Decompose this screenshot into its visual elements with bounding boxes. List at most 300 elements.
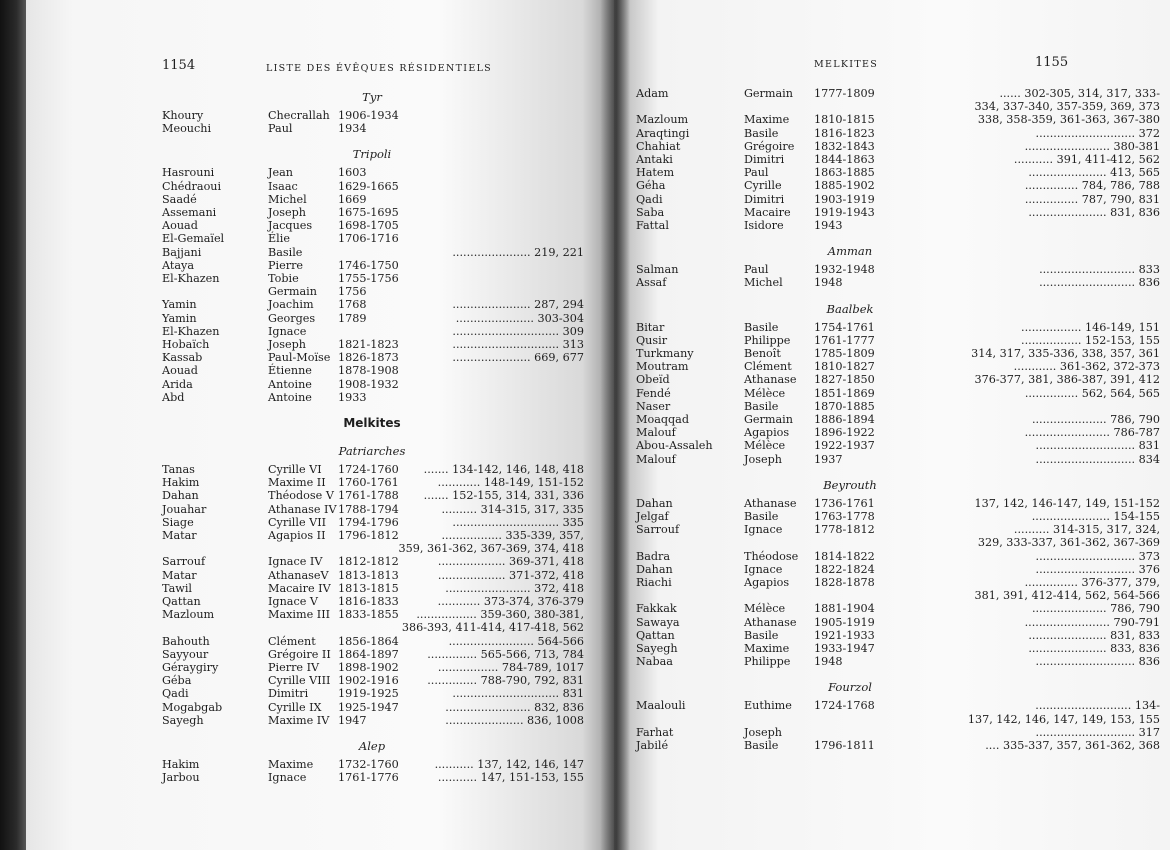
dates: 1896-1922: [814, 426, 875, 440]
dates: 1832-1843: [814, 139, 875, 153]
surname: Ataya: [162, 258, 195, 272]
given-name: Antoine: [268, 390, 312, 404]
surname: Jabilé: [636, 739, 669, 752]
dates: 1810-1827: [814, 360, 875, 374]
dates: 1844-1863: [814, 153, 875, 166]
dates: 1732-1760: [338, 758, 399, 771]
surname: Fattal: [636, 219, 669, 232]
dates: 1878-1908: [338, 364, 399, 378]
dates: 1698-1705: [338, 219, 399, 233]
dates: 1706-1716: [338, 232, 399, 246]
page-references: ........................ 786-787: [1024, 426, 1160, 440]
surname: Antaki: [636, 153, 673, 166]
surname: Géha: [636, 179, 666, 193]
given-name: Paul-Moïse: [268, 351, 331, 365]
given-name: Cyrille IX: [268, 700, 322, 714]
surname: Yamin: [162, 311, 197, 325]
given-name: Pierre: [268, 258, 304, 272]
page-references-continued: 137, 142, 146, 147, 149, 153, 155: [967, 712, 1160, 726]
section-heading: Tripoli: [352, 147, 392, 162]
page-references: ............................ 373: [1035, 549, 1160, 563]
surname: Assaf: [636, 276, 667, 290]
dates: 1933-1947: [814, 642, 875, 655]
surname: Mogabgab: [162, 700, 223, 714]
given-name: Athanase IV: [268, 502, 337, 516]
page-references: ............ 148-149, 151-152: [437, 476, 584, 490]
page-references-continued: 329, 333-337, 361-362, 367-369: [977, 536, 1160, 550]
given-name: Basile: [744, 320, 779, 334]
page-references: ................... 369-371, 418: [437, 555, 584, 569]
given-name: Ignace IV: [268, 555, 323, 569]
dates: 1934: [338, 122, 367, 136]
dates: 1629-1665: [338, 179, 399, 193]
dates: 1937: [814, 452, 843, 466]
page-number: 1155: [1035, 55, 1069, 70]
dates: 1864-1897: [338, 647, 399, 661]
given-name: Isaac: [268, 179, 298, 193]
page-references: ................... 371-372, 418: [437, 568, 584, 582]
dates: 1755-1756: [338, 272, 399, 285]
surname: Adam: [636, 87, 669, 100]
dates: 1816-1823: [814, 126, 875, 140]
dates: 1921-1933: [814, 628, 875, 642]
page-references: ............................ 836: [1035, 655, 1160, 669]
surname: Maalouli: [636, 699, 686, 713]
given-name: Athanase: [744, 496, 797, 510]
dates: 1922-1937: [814, 439, 875, 453]
surname: Siage: [162, 515, 194, 529]
page-references: ................. 359-360, 380-381,: [416, 608, 584, 622]
surname: Abd: [162, 390, 185, 404]
given-name: Basile: [268, 245, 303, 259]
given-name: Maxime: [744, 642, 790, 655]
given-name: Basile: [744, 399, 779, 413]
running-head: LISTE DES ÉVÊQUES RÉSIDENTIELS: [266, 63, 492, 74]
page-references-continued: 334, 337-340, 357-359, 369, 373: [974, 100, 1160, 114]
running-head: MELKITES: [814, 59, 878, 70]
surname: Sayegh: [162, 713, 204, 727]
page-references: .............. 788-790, 792, 831: [427, 674, 584, 688]
dates: 1822-1824: [814, 562, 875, 576]
page-references: 314, 317, 335-336, 338, 357, 361: [971, 347, 1160, 360]
surname: Sarrouf: [636, 523, 680, 537]
given-name: Théodose: [744, 549, 799, 563]
given-name: Ignace: [268, 771, 307, 785]
page-number: 1154: [162, 58, 196, 73]
page-references: 338, 358-359, 361-363, 367-380: [977, 113, 1160, 127]
surname: Saba: [636, 205, 665, 219]
page-references: ...................... 303-304: [455, 311, 584, 325]
given-name: Ignace: [744, 562, 783, 576]
dates: 1870-1885: [814, 399, 875, 413]
page-references: ..................... 786, 790: [1031, 602, 1160, 616]
given-name: Maxime: [268, 758, 314, 771]
given-name: Maxime: [744, 113, 790, 127]
given-name: Agapios: [744, 426, 790, 440]
given-name: Checrallah: [268, 109, 330, 122]
surname: Abou-Assaleh: [636, 439, 713, 453]
surname: Matar: [162, 529, 197, 542]
page-references: ....... 152-155, 314, 331, 336: [423, 489, 584, 503]
surname: Sayegh: [636, 642, 678, 655]
given-name: AthanaseV: [268, 568, 329, 582]
given-name: Basile: [744, 628, 779, 642]
surname: Fakkak: [636, 602, 677, 616]
surname: Badra: [636, 549, 671, 563]
page-references: 376-377, 381, 386-387, 391, 412: [974, 373, 1160, 387]
given-name: Grégoire II: [268, 647, 331, 661]
page-references: ............ 361-362, 372-373: [1013, 360, 1160, 374]
surname: Aouad: [162, 364, 198, 378]
given-name: Mélèce: [744, 602, 786, 616]
page-references: ............... 562, 564, 565: [1024, 386, 1160, 400]
dates: 1826-1873: [338, 351, 399, 365]
given-name: Maxime IV: [268, 713, 330, 727]
page-references: .............................. 309: [452, 324, 584, 338]
page-references: .............................. 831: [452, 687, 584, 701]
dates: 1906-1934: [338, 109, 399, 122]
given-name: Étienne: [268, 364, 312, 378]
page-references: ................. 152-153, 155: [1021, 333, 1160, 347]
surname: Turkmany: [636, 347, 694, 360]
dates: 1828-1878: [814, 576, 875, 589]
surname: El-Khazen: [162, 324, 220, 338]
dates: 1746-1750: [338, 258, 399, 272]
surname: Malouf: [636, 426, 676, 440]
dates: 1777-1809: [814, 87, 875, 100]
surname: Salman: [636, 263, 679, 277]
surname: Jelgaf: [636, 510, 669, 523]
given-name: Isidore: [744, 219, 784, 232]
given-name: Basile: [744, 739, 779, 752]
given-name: Clément: [744, 360, 792, 374]
page-references: ...................... 669, 677: [452, 351, 584, 365]
page-references: .............................. 313: [452, 338, 584, 351]
given-name: Ignace: [268, 324, 307, 338]
dates: 1756: [338, 285, 367, 299]
surname: Naser: [636, 399, 671, 413]
page-references: ................. 784-789, 1017: [437, 661, 584, 674]
dates: 1908-1932: [338, 377, 399, 391]
page-references: ...................... 833, 836: [1028, 642, 1160, 655]
surname: Dahan: [636, 496, 673, 510]
dates: 1813-1813: [338, 568, 399, 582]
section-heading: Amman: [827, 244, 873, 259]
surname: Qusir: [636, 333, 668, 347]
given-name: Cyrille VI: [268, 463, 322, 476]
dates: 1669: [338, 192, 367, 206]
dates: 1881-1904: [814, 602, 875, 616]
surname: El-Gemaïel: [162, 232, 225, 246]
surname: Sawaya: [636, 615, 680, 629]
given-name: Cyrille VIII: [268, 674, 331, 688]
given-name: Jacques: [268, 219, 313, 233]
section-heading: Beyrouth: [823, 477, 877, 492]
dates: 1736-1761: [814, 496, 875, 510]
page-references: ........................ 832, 836: [445, 700, 584, 714]
given-name: Macaire: [744, 205, 791, 219]
page-references: ...................... 413, 565: [1028, 166, 1160, 180]
page-references: ........... 391, 411-412, 562: [1013, 153, 1160, 166]
page-references: ................. 146-149, 151: [1021, 320, 1160, 334]
given-name: Benoît: [744, 347, 781, 360]
dates: 1827-1850: [814, 373, 875, 387]
given-name: Athanase: [744, 615, 797, 629]
page-references: ........................... 833: [1039, 263, 1160, 277]
page-references-continued: 386-393, 411-414, 417-418, 562: [401, 621, 584, 635]
surname: Malouf: [636, 452, 676, 466]
given-name: Basile: [744, 126, 779, 140]
given-name: Joseph: [744, 725, 782, 739]
dates: 1796-1812: [338, 529, 399, 542]
surname: Moutram: [636, 360, 689, 374]
given-name: Joseph: [268, 206, 306, 219]
section-heading: Baalbek: [826, 301, 874, 316]
surname: Hakim: [162, 476, 200, 490]
given-name: Mélèce: [744, 386, 786, 400]
given-name: Germain: [744, 87, 793, 100]
given-name: Macaire IV: [268, 581, 331, 595]
right-page: [614, 0, 1170, 850]
surname: Hobaïch: [162, 338, 210, 351]
page-references: ...................... 831, 836: [1028, 205, 1160, 219]
page-references: .............................. 335: [452, 515, 584, 529]
page-references: ........................ 380-381: [1024, 139, 1160, 153]
surname: Aouad: [162, 219, 198, 233]
given-name: Grégoire: [744, 139, 795, 153]
given-name: Dimitri: [268, 687, 309, 701]
page-references: ........................ 790-791: [1024, 615, 1160, 629]
given-name: Jean: [268, 166, 293, 180]
surname: Obeïd: [636, 373, 670, 387]
given-name: Cyrille VII: [268, 515, 327, 529]
left-page: [26, 0, 618, 850]
page-references: ....... 134-142, 146, 148, 418: [423, 463, 584, 476]
dates: 1812-1812: [338, 555, 399, 569]
dates: 1761-1777: [814, 333, 875, 347]
dates: 1885-1902: [814, 179, 875, 193]
surname: Qadi: [636, 192, 663, 206]
dates: 1768: [338, 298, 367, 312]
surname: Dahan: [162, 489, 199, 503]
given-name: Antoine: [268, 377, 312, 391]
dates: 1778-1812: [814, 523, 875, 537]
dates: 1754-1761: [814, 320, 875, 334]
dates: 1813-1815: [338, 581, 399, 595]
surname: Matar: [162, 568, 197, 582]
page-references: ............................ 831: [1035, 439, 1160, 453]
surname: Chédraoui: [162, 179, 222, 193]
dates: 1851-1869: [814, 386, 875, 400]
page-references: ............... 787, 790, 831: [1024, 192, 1160, 206]
section-heading: Fourzol: [828, 680, 872, 695]
dates: 1919-1943: [814, 205, 875, 219]
dates: 1925-1947: [338, 700, 399, 714]
dates: 1789: [338, 311, 367, 325]
page-references: ............................ 372: [1035, 126, 1160, 140]
surname: Farhat: [636, 725, 674, 739]
section-heading: Tyr: [362, 90, 382, 104]
surname: Tanas: [162, 463, 195, 476]
page-references: ............... 784, 786, 788: [1024, 179, 1160, 193]
given-name: Germain: [268, 285, 317, 299]
surname: Sayyour: [162, 647, 209, 661]
dates: 1833-1855: [338, 608, 399, 622]
surname: Bahouth: [162, 634, 210, 648]
surname: Qattan: [636, 628, 675, 642]
dates: 1761-1788: [338, 489, 399, 503]
surname: Mazloum: [636, 113, 689, 127]
dates: 1760-1761: [338, 476, 399, 490]
surname: Bitar: [636, 320, 665, 334]
dates: 1886-1894: [814, 413, 875, 426]
dates: 1814-1822: [814, 549, 875, 563]
given-name: Maxime II: [268, 476, 326, 490]
surname: Chahiat: [636, 139, 681, 153]
page-references: ..................... 786, 790: [1031, 413, 1160, 426]
dates: 1919-1925: [338, 687, 399, 701]
page-references: ...................... 287, 294: [452, 298, 584, 312]
given-name: Joseph: [744, 452, 782, 466]
page-references: ........................ 564-566: [448, 634, 584, 648]
given-name: Philippe: [744, 655, 791, 669]
page-references: ...... 302-305, 314, 317, 333-: [999, 87, 1160, 100]
given-name: Ignace: [744, 523, 783, 537]
dates: 1810-1815: [814, 113, 875, 127]
dates: 1933: [338, 390, 367, 404]
page-references: ........................... 134-: [1035, 699, 1160, 713]
surname: Nabaa: [636, 655, 673, 669]
dates: 1856-1864: [338, 634, 399, 648]
given-name: Michel: [744, 276, 783, 290]
surname: Hasrouni: [162, 166, 215, 180]
given-name: Joachim: [268, 298, 314, 312]
given-name: Germain: [744, 413, 793, 426]
surname: Hakim: [162, 758, 200, 771]
dates: 1905-1919: [814, 615, 875, 629]
dates: 1816-1833: [338, 595, 399, 608]
dates: 1794-1796: [338, 515, 399, 529]
surname: Tawil: [162, 581, 192, 595]
given-name: Maxime III: [268, 608, 331, 622]
surname: Jouahar: [162, 502, 207, 516]
given-name: Pierre IV: [268, 661, 320, 674]
given-name: Cyrille: [744, 179, 782, 193]
surname: Riachi: [636, 576, 672, 589]
given-name: Agapios: [744, 576, 790, 589]
given-name: Joseph: [268, 338, 306, 351]
given-name: Paul: [744, 263, 769, 277]
surname: Jarbou: [162, 771, 200, 785]
surname: Mazloum: [162, 608, 215, 622]
given-name: Georges: [268, 311, 316, 325]
dates: 1947: [338, 713, 367, 727]
page-references: ............................ 376: [1035, 562, 1160, 576]
page-references: ........................... 836: [1039, 276, 1160, 290]
dates: 1796-1811: [814, 739, 875, 752]
page-references: ........... 147, 151-153, 155: [437, 771, 584, 785]
surname: Arida: [162, 377, 193, 391]
surname: Sarrouf: [162, 555, 206, 569]
given-name: Euthime: [744, 699, 792, 713]
surname: Khoury: [162, 109, 204, 122]
page-references: .............. 565-566, 713, 784: [427, 647, 584, 661]
surname: Araqtingi: [636, 126, 690, 140]
surname: Géraygiry: [162, 661, 219, 674]
page-references: ...................... 831, 833: [1028, 628, 1160, 642]
given-name: Clément: [268, 634, 316, 648]
given-name: Basile: [744, 510, 779, 523]
page-references: ............... 376-377, 379,: [1024, 576, 1160, 589]
surname: Qattan: [162, 595, 201, 608]
section-heading: Alep: [358, 739, 386, 753]
given-name: Dimitri: [744, 192, 785, 206]
given-name: Paul: [744, 166, 769, 180]
given-name: Philippe: [744, 333, 791, 347]
dates: 1932-1948: [814, 263, 875, 277]
page-references: 137, 142, 146-147, 149, 151-152: [974, 496, 1160, 510]
page-references: ........................ 372, 418: [445, 581, 584, 595]
page-references: ............................ 317: [1035, 725, 1160, 739]
section-heading: Patriarches: [338, 444, 406, 458]
page-references: .......... 314-315, 317, 335: [441, 502, 584, 516]
page-references: .......... 314-315, 317, 324,: [1013, 523, 1160, 537]
page-references: ............................ 834: [1035, 452, 1160, 466]
given-name: Théodose V: [268, 489, 334, 503]
given-name: Athanase: [744, 373, 797, 387]
given-name: Tobie: [268, 272, 299, 285]
page-references: ...................... 154-155: [1031, 510, 1160, 523]
surname: Dahan: [636, 562, 673, 576]
given-name: Paul: [268, 122, 293, 136]
surname: Moaqqad: [636, 413, 690, 426]
dates: 1603: [338, 166, 367, 180]
given-name: Élie: [268, 232, 290, 246]
dates: 1724-1760: [338, 463, 399, 476]
group-heading: Melkites: [343, 416, 401, 430]
dates: 1785-1809: [814, 347, 875, 360]
dates: 1902-1916: [338, 674, 399, 688]
surname: Qadi: [162, 687, 189, 701]
page-references-continued: 381, 391, 412-414, 562, 564-566: [974, 589, 1160, 603]
surname: Fendé: [636, 386, 671, 400]
surname: Assemani: [162, 206, 217, 219]
surname: El-Khazen: [162, 272, 220, 285]
dates: 1675-1695: [338, 206, 399, 219]
given-name: Mélèce: [744, 439, 786, 453]
page-references: ............ 373-374, 376-379: [437, 595, 584, 608]
given-name: Ignace V: [268, 595, 318, 608]
page-references-continued: 359, 361-362, 367-369, 374, 418: [398, 542, 584, 556]
dates: 1821-1823: [338, 338, 399, 351]
given-name: Dimitri: [744, 153, 785, 166]
dates: 1948: [814, 655, 843, 669]
dates: 1724-1768: [814, 699, 875, 713]
page-references: .... 335-337, 357, 361-362, 368: [985, 739, 1160, 752]
given-name: Agapios II: [268, 529, 326, 542]
given-name: Michel: [268, 192, 307, 206]
page-references: ...................... 836, 1008: [445, 713, 584, 727]
surname: Bajjani: [162, 245, 202, 259]
dates: 1898-1902: [338, 661, 399, 674]
dates: 1903-1919: [814, 192, 875, 206]
dates: 1943: [814, 219, 843, 232]
page-references: ...................... 219, 221: [452, 245, 584, 259]
surname: Saadé: [162, 192, 197, 206]
surname: Géba: [162, 674, 192, 688]
dates: 1763-1778: [814, 510, 875, 523]
page-references: ........... 137, 142, 146, 147: [434, 758, 584, 771]
